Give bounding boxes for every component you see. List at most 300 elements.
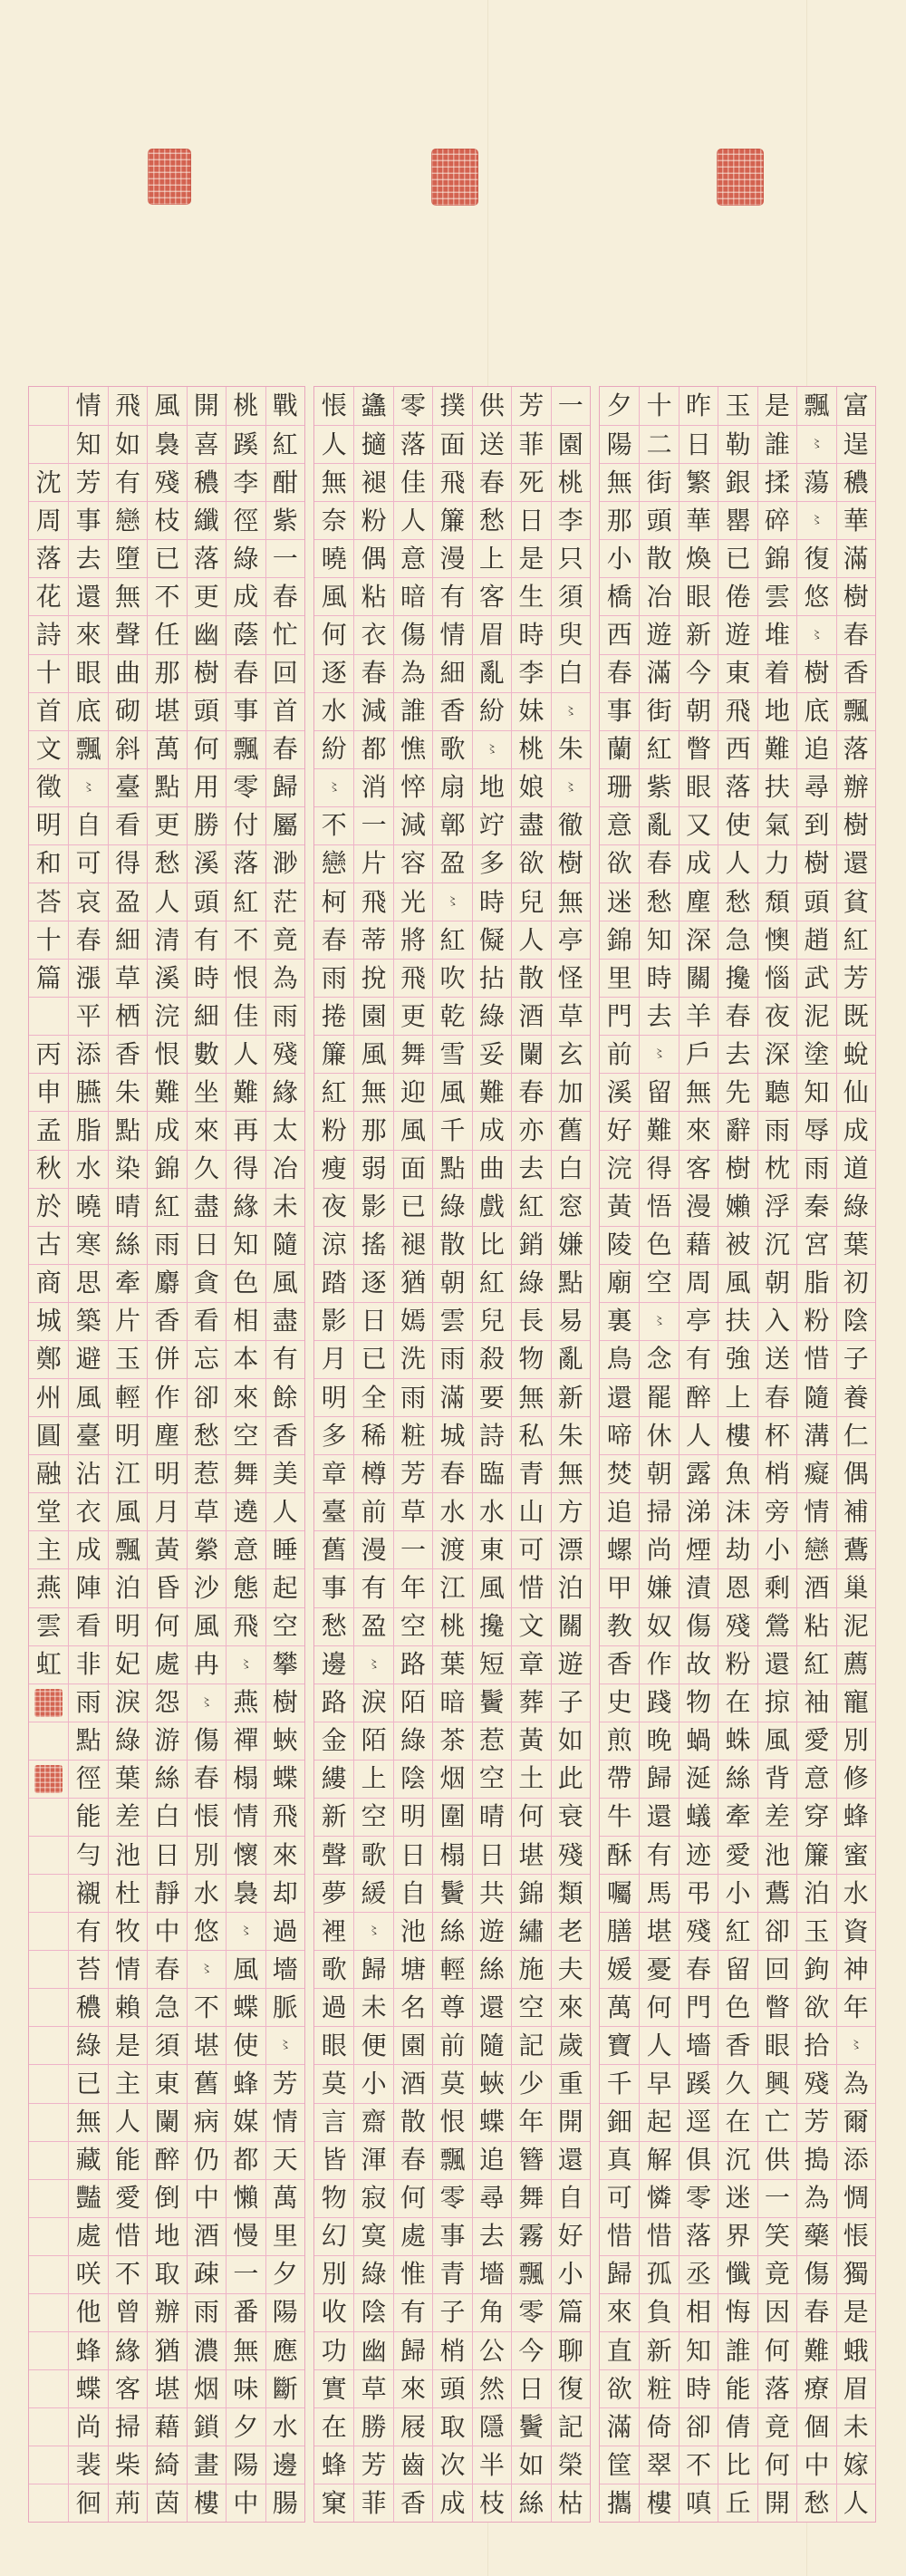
- char-cell: 惹: [473, 1722, 511, 1760]
- char-cell: 風: [354, 1035, 392, 1073]
- char-cell: 惹: [188, 1454, 226, 1492]
- char-cell: 脂: [69, 1111, 107, 1149]
- char-cell: 春: [758, 1378, 796, 1416]
- char-cell: 茵: [148, 2484, 186, 2522]
- char-cell: 用: [188, 768, 226, 806]
- char-cell: 傷: [680, 1607, 718, 1645]
- char-cell: 小: [354, 2064, 392, 2102]
- char-cell: 惜: [640, 2217, 678, 2255]
- char-cell: 倦: [718, 577, 757, 615]
- poem-column-shen-zhou-04: [718, 387, 757, 2522]
- char-cell: 詩: [29, 615, 68, 653]
- char-cell: 隨: [473, 2026, 511, 2064]
- char-cell: 渡: [433, 1530, 471, 1568]
- char-cell: 草: [188, 1492, 226, 1530]
- char-cell: 舊: [188, 2064, 226, 2102]
- char-cell: 言: [314, 2103, 353, 2141]
- char-cell: 任: [148, 615, 186, 653]
- char-cell: 街: [640, 692, 678, 730]
- char-cell: 堪: [640, 1912, 678, 1950]
- char-cell: 蛺: [266, 1722, 304, 1760]
- char-cell: 囑: [600, 1874, 639, 1912]
- char-cell: 風: [154, 391, 180, 421]
- char-cell: 夕: [266, 2255, 304, 2293]
- char-cell: 悔: [718, 2293, 757, 2331]
- char-cell: 是: [512, 539, 550, 577]
- char-cell: 脈: [266, 1988, 304, 2026]
- char-cell: 蜜: [837, 1836, 875, 1874]
- char-cell: 歲: [552, 2026, 590, 2064]
- char-cell: 來: [394, 2369, 432, 2407]
- char-cell: 鬢: [433, 1874, 471, 1912]
- char-cell: 來: [552, 1988, 590, 2026]
- char-cell: 塵: [680, 883, 718, 921]
- char-cell: 塗: [797, 1035, 835, 1073]
- char-cell: 春: [718, 997, 757, 1035]
- char-cell: 牽: [109, 1264, 147, 1302]
- char-cell: 地: [758, 692, 796, 730]
- char-cell: 媛: [600, 1950, 639, 1988]
- char-cell: 為: [394, 654, 432, 692]
- char-cell: 誰: [718, 2331, 757, 2369]
- char-cell: 風: [758, 1722, 796, 1760]
- char-cell: 藉: [680, 1226, 718, 1264]
- char-cell: 曲: [109, 654, 147, 692]
- char-cell: [29, 2103, 68, 2141]
- char-cell: 晴: [109, 1188, 147, 1226]
- char-cell: 佳: [226, 997, 265, 1035]
- char-cell: 時: [188, 959, 226, 997]
- char-cell: 浮: [758, 1188, 796, 1226]
- char-cell: 歌: [314, 1950, 353, 1988]
- red-seal-stamp-3: [717, 149, 764, 206]
- char-cell: 草: [109, 959, 147, 997]
- char-cell: 涎: [680, 1760, 718, 1798]
- char-cell: 聊: [552, 2331, 590, 2369]
- char-cell: 樹: [552, 844, 590, 883]
- char-cell: 誰: [758, 425, 796, 463]
- char-cell: 未: [354, 1988, 392, 2026]
- char-cell: 〻: [797, 615, 835, 653]
- char-cell: 明: [148, 1454, 186, 1492]
- char-cell: 迷: [718, 2179, 757, 2217]
- char-cell: 亂: [552, 1340, 590, 1378]
- char-cell: 日: [512, 501, 550, 539]
- char-cell: 絲: [433, 1912, 471, 1950]
- char-cell: 夜: [314, 1188, 353, 1226]
- char-cell: 一: [758, 2179, 796, 2217]
- char-cell: 既: [837, 997, 875, 1035]
- char-cell: 緩: [354, 1874, 392, 1912]
- char-cell: 圍: [433, 1798, 471, 1836]
- char-cell: 雨: [433, 1340, 471, 1378]
- grid-block-1: [28, 386, 305, 2523]
- char-cell: 更: [394, 997, 432, 1035]
- char-cell: 春: [680, 1950, 718, 1988]
- colophon-seal: [29, 1760, 68, 1798]
- char-cell: 有: [354, 1568, 392, 1606]
- poem-column-wen-zhengming-03: [353, 387, 392, 2522]
- char-cell: 風: [473, 1568, 511, 1606]
- char-cell: 飄: [433, 2141, 471, 2179]
- char-cell: 為: [797, 2179, 835, 2217]
- char-cell: 萬: [600, 1988, 639, 2026]
- char-cell: 渺: [266, 844, 304, 883]
- char-cell: 融: [29, 1454, 68, 1492]
- char-cell: 尊: [433, 1988, 471, 2026]
- char-cell: 愁: [314, 1607, 353, 1645]
- char-cell: 愛: [109, 2179, 147, 2217]
- char-cell: 妹: [512, 692, 550, 730]
- char-cell: 背: [758, 1760, 796, 1798]
- char-cell: 絲: [109, 1226, 147, 1264]
- char-cell: 晴: [473, 1798, 511, 1836]
- char-cell: 影: [354, 1188, 392, 1226]
- char-cell: 無: [680, 1073, 718, 1111]
- char-cell: 蜂: [837, 1798, 875, 1836]
- char-cell: 酒: [188, 2217, 226, 2255]
- char-cell: 陰: [837, 1302, 875, 1340]
- char-cell: 迷: [600, 883, 639, 921]
- char-cell: 繡: [512, 1912, 550, 1950]
- char-cell: 池: [394, 1912, 432, 1950]
- char-cell: 葉: [433, 1645, 471, 1684]
- char-cell: 却: [266, 1874, 304, 1912]
- char-cell: 紅: [837, 921, 875, 959]
- char-cell: 簪: [512, 2141, 550, 2179]
- char-cell: 落: [837, 730, 875, 768]
- char-cell: 掃: [109, 2407, 147, 2446]
- char-cell: 事: [600, 692, 639, 730]
- char-cell: 何: [758, 2331, 796, 2369]
- char-cell: 尚: [69, 2407, 107, 2446]
- char-cell: 兒: [512, 883, 550, 921]
- char-cell: 不: [188, 1988, 226, 2026]
- char-cell: 雨: [394, 1378, 432, 1416]
- char-cell: 雪: [433, 1035, 471, 1073]
- char-cell: 春: [226, 654, 265, 692]
- char-cell: 無: [600, 463, 639, 501]
- char-cell: 力: [758, 844, 796, 883]
- char-cell: 思: [69, 1264, 107, 1302]
- char-cell: 扇: [433, 768, 471, 806]
- char-cell: 千: [600, 2064, 639, 2102]
- char-cell: 虹: [29, 1645, 68, 1684]
- char-cell: 新: [552, 1378, 590, 1416]
- char-cell: 直: [600, 2331, 639, 2369]
- char-cell: 牛: [600, 1798, 639, 1836]
- char-cell: 綠: [433, 1188, 471, 1226]
- char-cell: 只: [552, 539, 590, 577]
- char-cell: 滿: [433, 1378, 471, 1416]
- char-cell: 腸: [266, 2484, 304, 2522]
- char-cell: 舊: [552, 1111, 590, 1149]
- char-cell: 未: [266, 1188, 304, 1226]
- char-cell: 蠭: [361, 391, 387, 421]
- char-cell: 回: [266, 654, 304, 692]
- char-cell: 華: [680, 501, 718, 539]
- char-cell: 粘: [797, 1607, 835, 1645]
- char-cell: 已: [354, 1340, 392, 1378]
- char-cell: 莫: [314, 2064, 353, 2102]
- char-cell: 病: [188, 2103, 226, 2141]
- char-cell: 雨: [69, 1684, 107, 1722]
- char-cell: 烟: [433, 1760, 471, 1798]
- colophon-column: [29, 387, 68, 2522]
- char-cell: 春: [640, 844, 678, 883]
- char-cell: 記: [552, 2407, 590, 2446]
- char-cell: 〻: [354, 1645, 392, 1684]
- char-cell: 恨: [226, 959, 265, 997]
- char-cell: 前: [354, 1492, 392, 1530]
- char-cell: 篇: [29, 959, 68, 997]
- char-cell: 鈿: [600, 2103, 639, 2141]
- poem-column-wen-zhengming-01: [432, 387, 471, 2522]
- char-cell: 先: [718, 1073, 757, 1111]
- char-cell: 風: [188, 1607, 226, 1645]
- char-cell: 作: [148, 1378, 186, 1416]
- char-cell: [29, 1874, 68, 1912]
- char-cell: 頭: [797, 883, 835, 921]
- char-cell: 粉: [797, 1302, 835, 1340]
- char-cell: 卻: [758, 1912, 796, 1950]
- char-cell: 久: [188, 1150, 226, 1188]
- char-cell: 愛: [797, 1722, 835, 1760]
- char-cell: 情: [266, 2103, 304, 2141]
- char-cell: 寂: [354, 2179, 392, 2217]
- char-cell: 十: [29, 921, 68, 959]
- char-cell: 曉: [69, 1188, 107, 1226]
- char-cell: 苔: [69, 1950, 107, 1988]
- char-cell: 闌: [512, 1035, 550, 1073]
- char-cell: 纖: [188, 501, 226, 539]
- char-cell: 為: [837, 2064, 875, 2102]
- char-cell: 橋: [600, 577, 639, 615]
- char-cell: 處: [148, 1645, 186, 1684]
- char-cell: 疎: [188, 2255, 226, 2293]
- char-cell: 付: [226, 806, 265, 844]
- char-cell: 瞥: [680, 730, 718, 768]
- char-cell: 菲: [512, 425, 550, 463]
- char-cell: 逞: [837, 425, 875, 463]
- char-cell: 旁: [758, 1492, 796, 1530]
- char-cell: 前: [433, 2026, 471, 2064]
- char-cell: 踐: [640, 1684, 678, 1722]
- char-cell: 知: [226, 1226, 265, 1264]
- colophon-seal: [29, 1684, 68, 1722]
- char-cell: 愁: [188, 1416, 226, 1454]
- char-cell: 殘: [552, 1836, 590, 1874]
- char-cell: 開: [193, 391, 219, 421]
- char-cell: 關: [552, 1607, 590, 1645]
- char-cell: 難: [148, 1073, 186, 1111]
- char-cell: 扶: [718, 1302, 757, 1340]
- char-cell: 染: [109, 1150, 147, 1188]
- char-cell: 李: [552, 501, 590, 539]
- char-cell: 空: [640, 1264, 678, 1302]
- char-cell: 絲: [473, 1950, 511, 1988]
- char-cell: 如: [109, 425, 147, 463]
- char-cell: 淚: [109, 1684, 147, 1722]
- char-cell: 日: [680, 425, 718, 463]
- char-cell: 青: [512, 1454, 550, 1492]
- char-cell: 甲: [600, 1568, 639, 1606]
- char-cell: 解: [640, 2141, 678, 2179]
- char-cell: 別: [837, 1722, 875, 1760]
- char-cell: 沉: [758, 1226, 796, 1264]
- char-cell: 有: [640, 1836, 678, 1874]
- char-cell: 衰: [552, 1798, 590, 1836]
- char-cell: 水: [837, 1874, 875, 1912]
- char-cell: 〻: [226, 1912, 265, 1950]
- char-cell: 窓: [552, 1188, 590, 1226]
- poem-column-wen-zhengming-08: [147, 387, 186, 2522]
- char-cell: 秦: [797, 1188, 835, 1226]
- char-cell: 天: [266, 2141, 304, 2179]
- char-cell: 時: [473, 883, 511, 921]
- red-seal-stamp-2: [431, 149, 478, 206]
- char-cell: 還: [758, 1645, 796, 1684]
- char-cell: 私: [512, 1416, 550, 1454]
- char-cell: 罌: [718, 501, 757, 539]
- char-cell: 獨: [837, 2255, 875, 2293]
- char-cell: 教: [600, 1607, 639, 1645]
- char-cell: 還: [473, 1988, 511, 2026]
- char-cell: 陌: [394, 1684, 432, 1722]
- char-cell: 江: [433, 1568, 471, 1606]
- char-cell: 消: [354, 768, 392, 806]
- char-cell: 梢: [433, 2331, 471, 2369]
- char-cell: 東: [473, 1530, 511, 1568]
- char-cell: 日: [512, 2369, 550, 2407]
- char-cell: 園: [552, 425, 590, 463]
- char-cell: 牧: [109, 1912, 147, 1950]
- char-cell: 過: [314, 1988, 353, 2026]
- char-cell: 上: [473, 539, 511, 577]
- char-cell: 情: [797, 1492, 835, 1530]
- char-cell: 如: [552, 1722, 590, 1760]
- char-cell: 他: [69, 2293, 107, 2331]
- char-cell: 嗔: [680, 2484, 718, 2522]
- char-cell: 牽: [718, 1798, 757, 1836]
- char-cell: 次: [433, 2446, 471, 2484]
- char-cell: 邊: [266, 2446, 304, 2484]
- char-cell: 亭: [680, 1302, 718, 1340]
- char-cell: 早: [640, 2064, 678, 2102]
- char-cell: 雨: [758, 1111, 796, 1149]
- char-cell: 修: [837, 1760, 875, 1798]
- char-cell: 懊: [758, 921, 796, 959]
- char-cell: 聲: [314, 1836, 353, 1874]
- char-cell: 蕩: [797, 463, 835, 501]
- char-cell: 空: [512, 1988, 550, 2026]
- char-cell: 迹: [680, 1836, 718, 1874]
- char-cell: 筐: [600, 2446, 639, 2484]
- char-cell: 臙: [69, 1073, 107, 1111]
- char-cell: 水: [433, 1492, 471, 1530]
- char-cell: 紛: [314, 730, 353, 768]
- char-cell: 客: [473, 577, 511, 615]
- char-cell: 何: [758, 2446, 796, 2484]
- char-cell: 飛: [433, 463, 471, 501]
- char-cell: 眉: [473, 615, 511, 653]
- char-cell: 月: [148, 1492, 186, 1530]
- char-cell: 開: [758, 2484, 796, 2522]
- char-cell: 番: [226, 2293, 265, 2331]
- char-cell: 粉: [314, 1111, 353, 1149]
- char-cell: 勝: [354, 2407, 392, 2446]
- char-cell: 殘: [718, 1607, 757, 1645]
- char-cell: 辱: [797, 1111, 835, 1149]
- char-cell: 氣: [758, 806, 796, 844]
- char-cell: 悵: [321, 391, 347, 421]
- char-cell: 蝶: [226, 1988, 265, 2026]
- char-cell: 杯: [758, 1416, 796, 1454]
- char-cell: 紫: [640, 768, 678, 806]
- char-cell: 怪: [552, 959, 590, 997]
- char-cell: 供: [478, 391, 505, 421]
- char-cell: 點: [552, 1264, 590, 1302]
- char-cell: 取: [433, 2407, 471, 2446]
- char-cell: 泊: [109, 1568, 147, 1606]
- char-cell: 瘦: [314, 1150, 353, 1188]
- char-cell: 還: [640, 1798, 678, 1836]
- char-cell: 事: [69, 501, 107, 539]
- char-cell: 日: [188, 1226, 226, 1264]
- char-cell: [29, 2331, 68, 2369]
- char-cell: 歸: [394, 2331, 432, 2369]
- char-cell: 影: [314, 1302, 353, 1340]
- char-cell: 夜: [758, 997, 796, 1035]
- char-cell: 娘: [512, 768, 550, 806]
- char-cell: 惜: [512, 1568, 550, 1606]
- char-cell: 恨: [433, 2103, 471, 2141]
- char-cell: 關: [680, 959, 718, 997]
- char-cell: 綠: [837, 1188, 875, 1226]
- char-cell: 〻: [188, 1684, 226, 1722]
- char-cell: 使: [226, 2026, 265, 2064]
- char-cell: 樓: [188, 2484, 226, 2522]
- char-cell: 點: [109, 1111, 147, 1149]
- char-cell: 綠: [473, 997, 511, 1035]
- char-cell: 自: [552, 2179, 590, 2217]
- char-cell: 申: [29, 1073, 68, 1111]
- char-cell: 路: [314, 1684, 353, 1722]
- char-cell: [29, 2255, 68, 2293]
- char-cell: 寶: [600, 2026, 639, 2064]
- char-cell: 鷰: [758, 1874, 796, 1912]
- char-cell: 惱: [758, 959, 796, 997]
- char-cell: 風: [69, 1378, 107, 1416]
- char-cell: 日: [394, 1836, 432, 1874]
- char-cell: 孟: [29, 1111, 68, 1149]
- char-cell: 芳: [394, 1454, 432, 1492]
- char-cell: 茫: [266, 883, 304, 921]
- char-cell: 去: [718, 1035, 757, 1073]
- char-cell: 比: [718, 2446, 757, 2484]
- char-cell: 蜂: [314, 2446, 353, 2484]
- char-cell: 幽: [354, 2331, 392, 2369]
- char-cell: 尋: [473, 2179, 511, 2217]
- char-cell: 水: [473, 1492, 511, 1530]
- char-cell: 中: [188, 2179, 226, 2217]
- char-cell: 春: [512, 1073, 550, 1111]
- char-cell: 墻: [266, 1950, 304, 1988]
- char-cell: 又: [680, 806, 718, 844]
- char-cell: 〻: [640, 1035, 678, 1073]
- char-cell: 香: [433, 692, 471, 730]
- char-cell: 沙: [188, 1568, 226, 1606]
